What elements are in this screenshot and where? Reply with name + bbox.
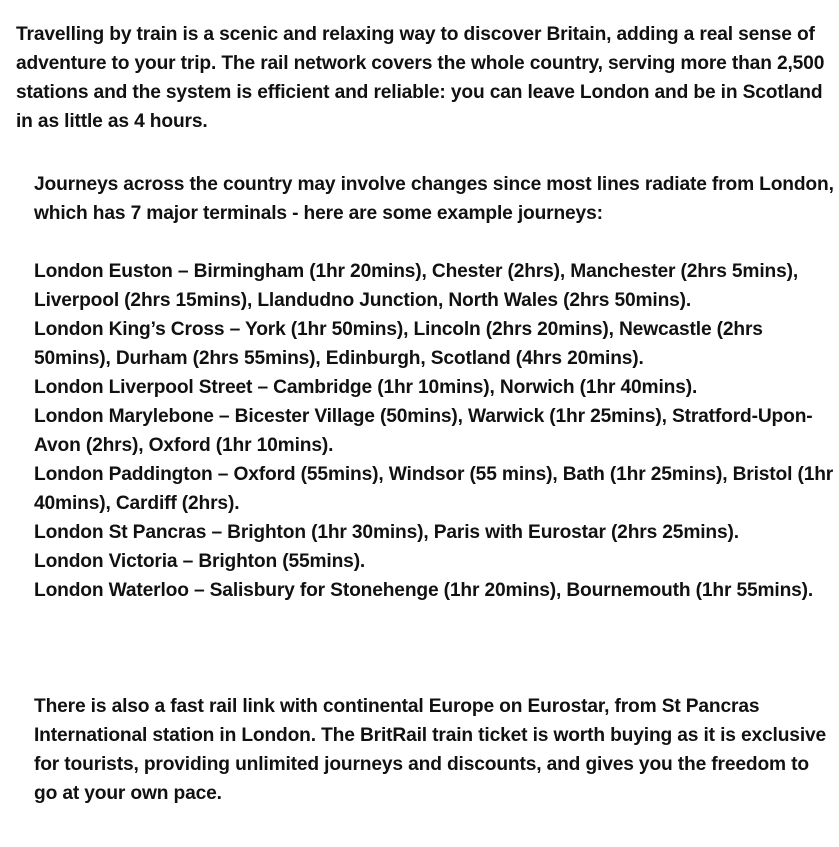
journey-marylebone: London Marylebone – Bicester Village (50mins), Warwick (1hr 25mins), Stratford-Upon-Avon (2hrs), Oxford (1hr 10mins). bbox=[34, 406, 813, 456]
journey-liverpool-street: London Liverpool Street – Cambridge (1hr 10mins), Norwich (1hr 40mins). bbox=[34, 377, 698, 398]
journeys-intro-paragraph: Journeys across the country may involve changes since most lines radiate from London, which has 7 major terminals - here are some example journeys: bbox=[34, 174, 834, 224]
journey-euston: London Euston – Birmingham (1hr 20mins), Chester (2hrs), Manchester (2hrs 5mins), Liverpool (2hrs 15mins), Llandudno Junction, North Wales (2hrs 50mins). bbox=[34, 261, 799, 311]
eurostar-paragraph: There is also a fast rail link with continental Europe on Eurostar, from St Pancras International station in London. The BritRail train ticket is worth buying as it is exclusive for tourists, providing unlimited journeys and discounts, and gives you the freedom to go at your own pace. bbox=[34, 696, 827, 804]
journey-victoria: London Victoria – Brighton (55mins). bbox=[34, 551, 366, 572]
journeys-list bbox=[34, 257, 834, 605]
journey-paddington: London Paddington – Oxford (55mins), Windsor (55 mins), Bath (1hr 25mins), Bristol (1hr 40mins), Cardiff (2hrs). bbox=[34, 464, 834, 514]
journey-st-pancras: London St Pancras – Brighton (1hr 30mins), Paris with Eurostar (2hrs 25mins). bbox=[34, 522, 739, 543]
journey-waterloo: London Waterloo – Salisbury for Stonehenge (1hr 20mins), Bournemouth (1hr 55mins). bbox=[34, 580, 814, 601]
intro-paragraph: Travelling by train is a scenic and relaxing way to discover Britain, adding a real sense of adventure to your trip. The rail network covers the whole country, serving more than 2,500 stations and the system is efficient and reliable: you can leave London and be in Scotland in as little as 4 hours. bbox=[16, 24, 825, 132]
journey-kings-cross: London King’s Cross – York (1hr 50mins), Lincoln (2hrs 20mins), Newcastle (2hrs 50mins), Durham (2hrs 55mins), Edinburgh, Scotland (4hrs 20mins). bbox=[34, 319, 763, 369]
